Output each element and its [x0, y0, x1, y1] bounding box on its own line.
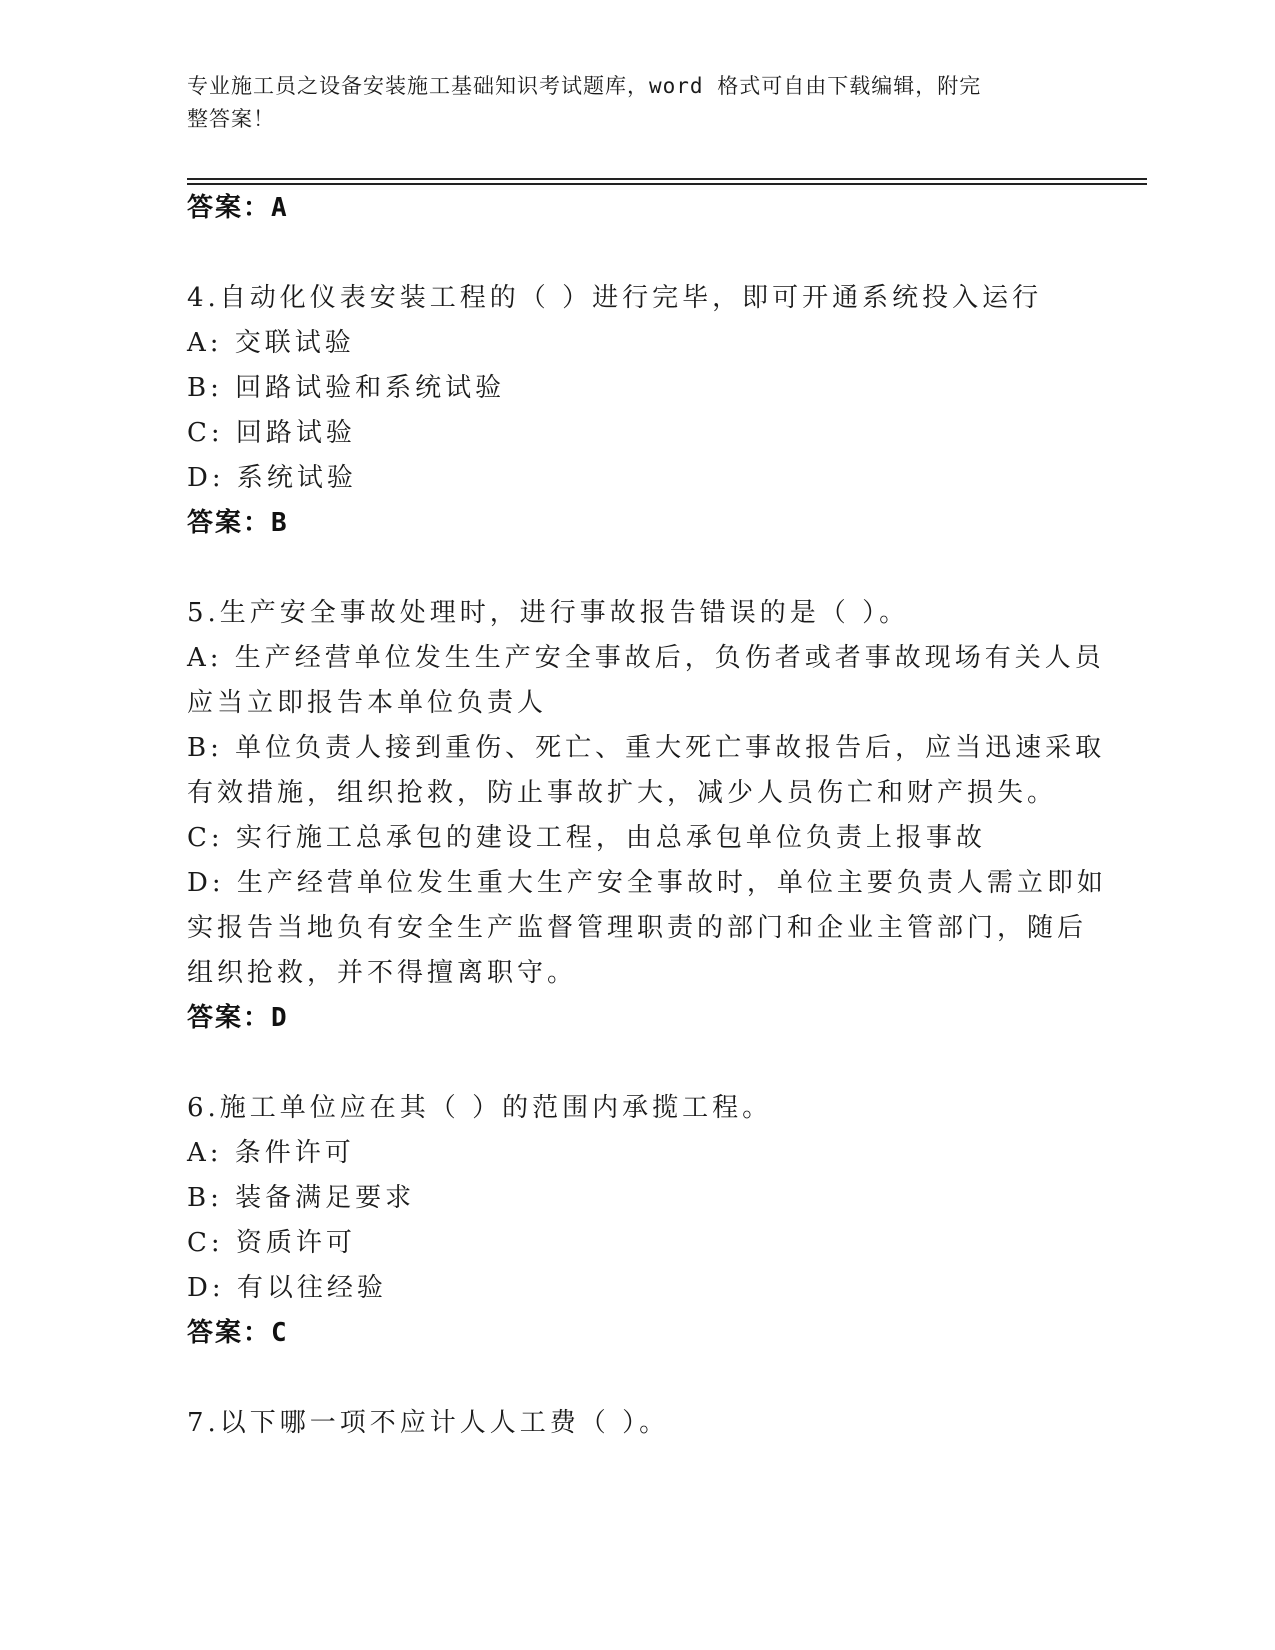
question-block-6 [187, 1086, 1087, 1356]
option-a-line-1: A: 生产经营单位发生生产安全事故后，负伤者或者事故现场有关人员 [187, 643, 1105, 673]
option-c: C: 实行施工总承包的建设工程，由总承包单位负责上报事故 [187, 823, 986, 853]
spacer [187, 546, 1087, 591]
spacer [187, 1041, 1087, 1086]
answer-q3: 答案：A [187, 193, 289, 223]
option-d-line-3: 组织抢救，并不得擅离职守。 [187, 958, 578, 988]
page-header [187, 70, 1067, 136]
question-list [187, 186, 1107, 1446]
question-block-5 [187, 591, 1107, 1041]
question-stem: 7.以下哪一项不应计人人工费（ ）。 [187, 1408, 670, 1438]
header-line-1: 专业施工员之设备安装施工基础知识考试题库，word 格式可自由下载编辑，附完 [187, 74, 982, 98]
answer-q6: 答案：C [187, 1318, 289, 1348]
option-a: A: 交联试验 [187, 328, 355, 358]
header-divider-bottom [187, 183, 1147, 185]
option-d: D: 系统试验 [187, 463, 357, 493]
option-c: C: 资质许可 [187, 1228, 356, 1258]
option-b-line-1: B: 单位负责人接到重伤、死亡、重大死亡事故报告后，应当迅速采取 [187, 733, 1106, 763]
option-b-line-2: 有效措施，组织抢救，防止事故扩大，减少人员伤亡和财产损失。 [187, 778, 1058, 808]
header-line-2: 整答案！ [187, 107, 275, 131]
option-c: C: 回路试验 [187, 418, 356, 448]
option-a-line-2: 应当立即报告本单位负责人 [187, 688, 548, 718]
option-b: B: 回路试验和系统试验 [187, 373, 506, 403]
spacer [187, 231, 1087, 276]
question-block-7 [187, 1401, 1087, 1446]
option-b: B: 装备满足要求 [187, 1183, 416, 1213]
question-stem: 4.自动化仪表安装工程的（ ）进行完毕，即可开通系统投入运行 [187, 283, 1043, 313]
question-stem: 5.生产安全事故处理时，进行事故报告错误的是（ ）。 [187, 598, 910, 628]
spacer [187, 1356, 1087, 1401]
header-divider-top [187, 178, 1147, 180]
option-a: A: 条件许可 [187, 1138, 355, 1168]
option-d: D: 有以往经验 [187, 1273, 387, 1303]
option-d-line-1: D: 生产经营单位发生重大生产安全事故时，单位主要负责人需立即如 [187, 868, 1107, 898]
question-block-4 [187, 276, 1087, 546]
answer-q5: 答案：D [187, 1003, 289, 1033]
answer-q4: 答案：B [187, 508, 289, 538]
question-stem: 6.施工单位应在其（ ）的范围内承揽工程。 [187, 1093, 773, 1123]
option-d-line-2: 实报告当地负有安全生产监督管理职责的部门和企业主管部门，随后 [187, 913, 1088, 943]
